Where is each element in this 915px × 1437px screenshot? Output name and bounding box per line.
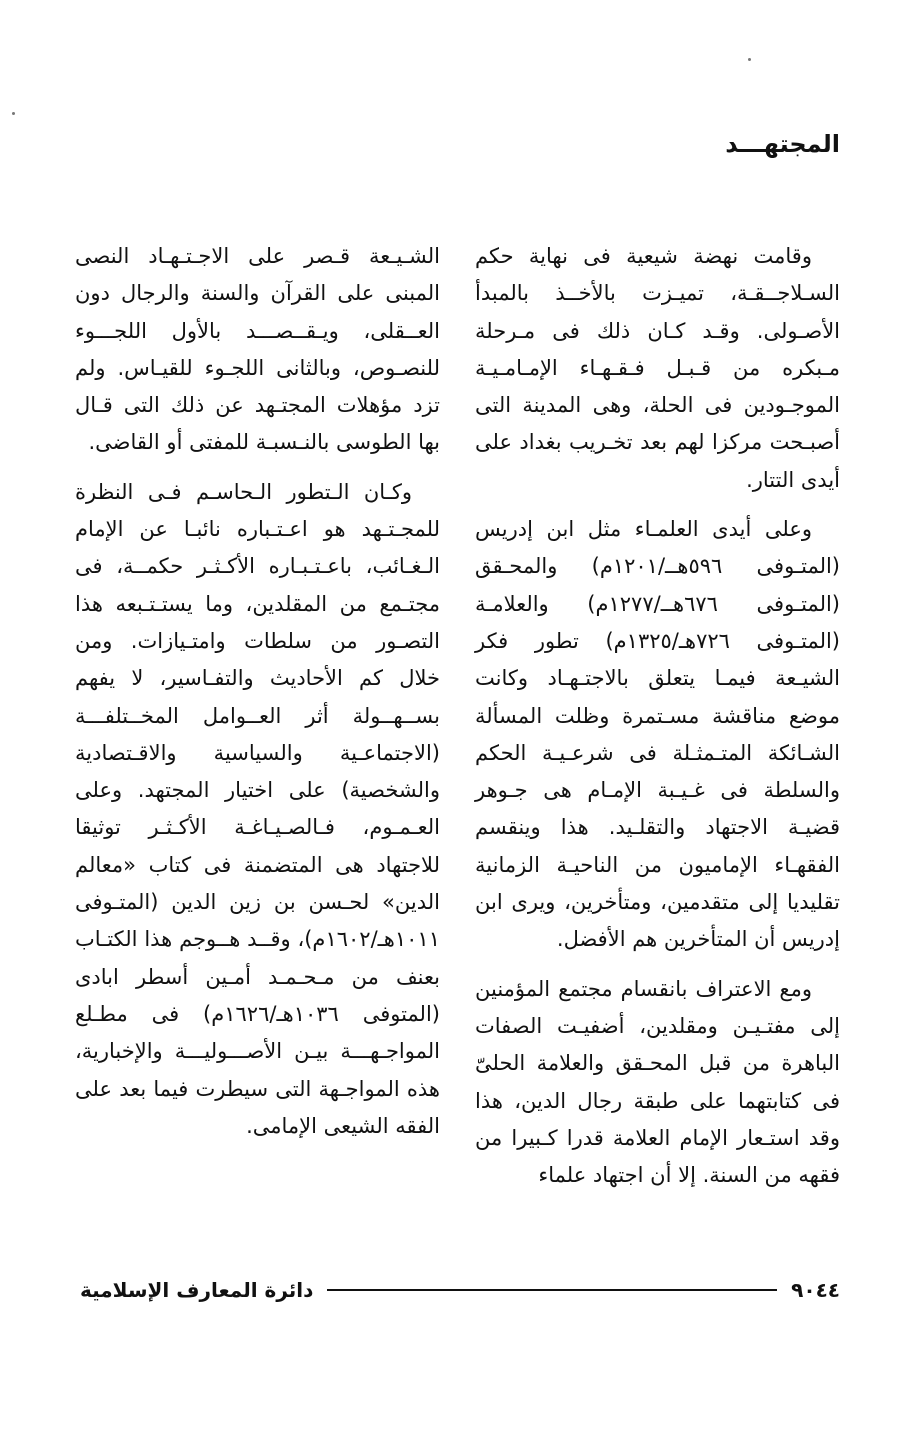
paragraph: الشـيـعة قـصر على الاجـتـهـاد النصى المبنى على القرآن والسنة والرجال دون العــقلى، ويـقــصـــد بالأول اللجـــوء للنصـوص، وبالثانى اللجـوء للقيـاس. ولم تزد مؤهلات المجتـهد عن ذلك التى قـال بها الطوسى بالنـسبـة للمفتى أو القاضى. <box>75 244 440 455</box>
paragraph: وعلى أيدى العلمـاء مثل ابن إدريس (المتـوفى ٥٩٦هــ/١٢٠١م) والمحـقق (المتـوفى ٦٧٦هــ/١٢٧٧م) والعلامـة (المتـوفى ٧٢٦هـ/١٣٢٥م) تطور فكر الشيـعة فيمـا يتعلق بالاجتـهـاد وكانت موضع مناقشة مسـتمرة وظلت المسألة الشـائكة المتـمثـلة فى شرعـيـة الحكم والسلطة فى غـيـبة الإمـام هى جـوهر قضيـة الاجتهاد والتقلـيد. هذا وينقسم الفقهـاء الإماميون من الناحيـة الزمانية تقليديا إلى متقدمين، ومتأخرين، ويرى ابن إدريس أن المتأخرين هم الأفضل. <box>475 517 841 952</box>
paragraph: وكـان الـتطور الـحاسـم فـى النظرة للمجـتـهد هو اعـتـباره نائبـا عن الإمام الـغـائب، باعـتـبـاره الأكـثـر حكمــة، فى مجتـمع من المقلدين، وما يستـتـبعه هذا التصـور من سلطات وامتـيازات. ومن خلال كم الأحاديث والتفـاسير، لا يفهم بســهــولة أثر العــوامل المخــتلفـــة (الاجتماعـية والسياسية والاقـتصادية والشخصية) على اختيار المجتهد. وعلى العـمـوم، فـالصـيـاغـة الأكـثـر توثيقا للاجتهاد هى المتضمنة فى كتاب «معالم الدين» لحـسن بن زين الدين (المتـوفى ١٠١١هـ/١٦٠٢م)، وقــد هــوجم هذا الكتـاب بعنف من مـحـمـد أمـين أسطر ابادى (المتوفى ١٠٣٦هـ/١٦٢٦م) فى مطـلع المواجـهـــة بيـن الأصـــوليـــة والإخبارية، هذه المواجـهة التى سيطرت فيما بعد على الفقه الشيعى الإمامى. <box>75 479 440 1138</box>
scan-speck <box>12 112 15 115</box>
footer-rule <box>327 1289 777 1291</box>
publication-title: دائرة المعارف الإسلامية <box>80 1278 314 1302</box>
page-number: ٩٠٤٤ <box>791 1278 840 1302</box>
page-footer <box>80 1270 840 1310</box>
running-head: المجتهـــد <box>725 130 840 158</box>
paragraph: وقامت نهضة شيعية فى نهاية حكم السـلاجــقـة، تميـزت بالأخــذ بالمبدأ الأصـولى. وقـد كـان ذلك فى مـرحلة مـبكره من قـبـل فـقـهـاء الإمـامـيـة الموجـودين فى الحلة، وهى المدينة التى أصبـحت مركزا لهم بعد تخـريب بغداد على أيدى التتار. <box>475 244 840 492</box>
scan-speck <box>748 58 751 61</box>
left-column <box>75 238 440 1157</box>
paragraph: ومع الاعتراف بانقسام مجتمع المؤمنين إلى مفتـيـن ومقلدين، أضفيـت الصفات الباهرة من قبل المحـقق والعلامة الحلىّ فى كتابتهما على طبقة رجال الدين، هذا وقد استـعار الإمام العلامة قدرا كـبيرا من فقهه من السنة. إلا أن اجتهاد علماء <box>475 976 840 1188</box>
right-column <box>475 238 840 1206</box>
